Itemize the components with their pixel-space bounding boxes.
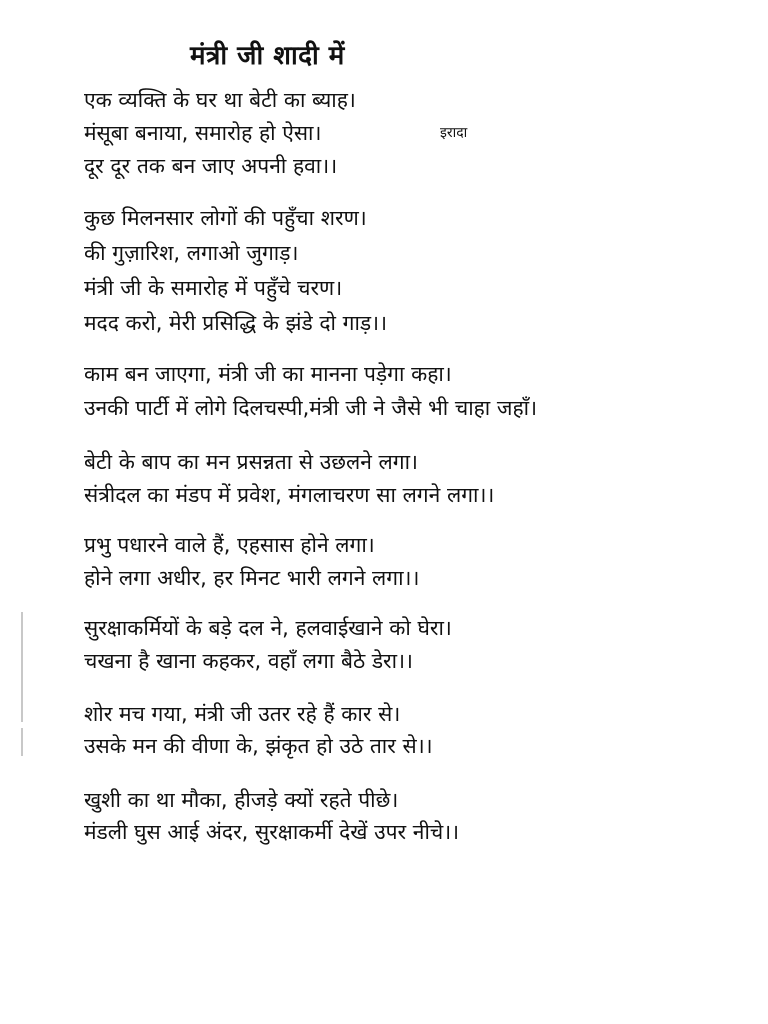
poem-line: मदद करो, मेरी प्रसिद्धि के झंडे दो गाड़।।: [84, 311, 388, 335]
poem-line: दूर दूर तक बन जाए अपनी हवा।।: [84, 154, 338, 178]
poem-line: खुशी का था मौका, हीजड़े क्यों रहते पीछे।: [84, 788, 399, 812]
poem-line: मंडली घुस आई अंदर, सुरक्षाकर्मी देखें उपर नीचे।।: [84, 820, 460, 844]
margin-note: इरादा: [440, 125, 468, 141]
poem-line: मंत्री जी के समारोह में पहुँचे चरण।: [84, 276, 343, 300]
poem-line: चखना है खाना कहकर, वहाँ लगा बैठे डेरा।।: [84, 649, 414, 673]
scan-edge-mark: [21, 612, 23, 722]
poem-line: संत्रीदल का मंडप में प्रवेश, मंगलाचरण सा लगने लगा।।: [84, 483, 495, 507]
poem-line: एक व्यक्ति के घर था बेटी का ब्याह।: [84, 88, 356, 112]
poem-line: प्रभु पधारने वाले हैं, एहसास होने लगा।: [84, 533, 375, 557]
poem-line: सुरक्षाकर्मियों के बड़े दल ने, हलवाईखाने को घेरा।: [84, 616, 452, 640]
poem-line: की गुज़ारिश, लगाओ जुगाड़।: [84, 241, 299, 265]
poem-line: बेटी के बाप का मन प्रसन्नता से उछलने लगा।: [84, 450, 418, 474]
poem-line: काम बन जाएगा, मंत्री जी का मानना पड़ेगा कहा।: [84, 362, 452, 386]
poem-line: होने लगा अधीर, हर मिनट भारी लगने लगा।।: [84, 566, 420, 590]
poem-line: उसके मन की वीणा के, झंकृत हो उठे तार से।।: [84, 734, 433, 758]
scan-edge-mark: [21, 728, 23, 756]
poem-line: मंसूबा बनाया, समारोह हो ऐसा।: [84, 121, 322, 145]
poem-line: शोर मच गया, मंत्री जी उतर रहे हैं कार से।: [84, 702, 401, 726]
poem-line: कुछ मिलनसार लोगों की पहुँचा शरण।: [84, 206, 367, 230]
poem-title: मंत्री जी शादी में: [190, 41, 345, 71]
poem-line: उनकी पार्टी में लोगे दिलचस्पी,मंत्री जी ने जैसे भी चाहा जहाँ।: [84, 396, 538, 420]
